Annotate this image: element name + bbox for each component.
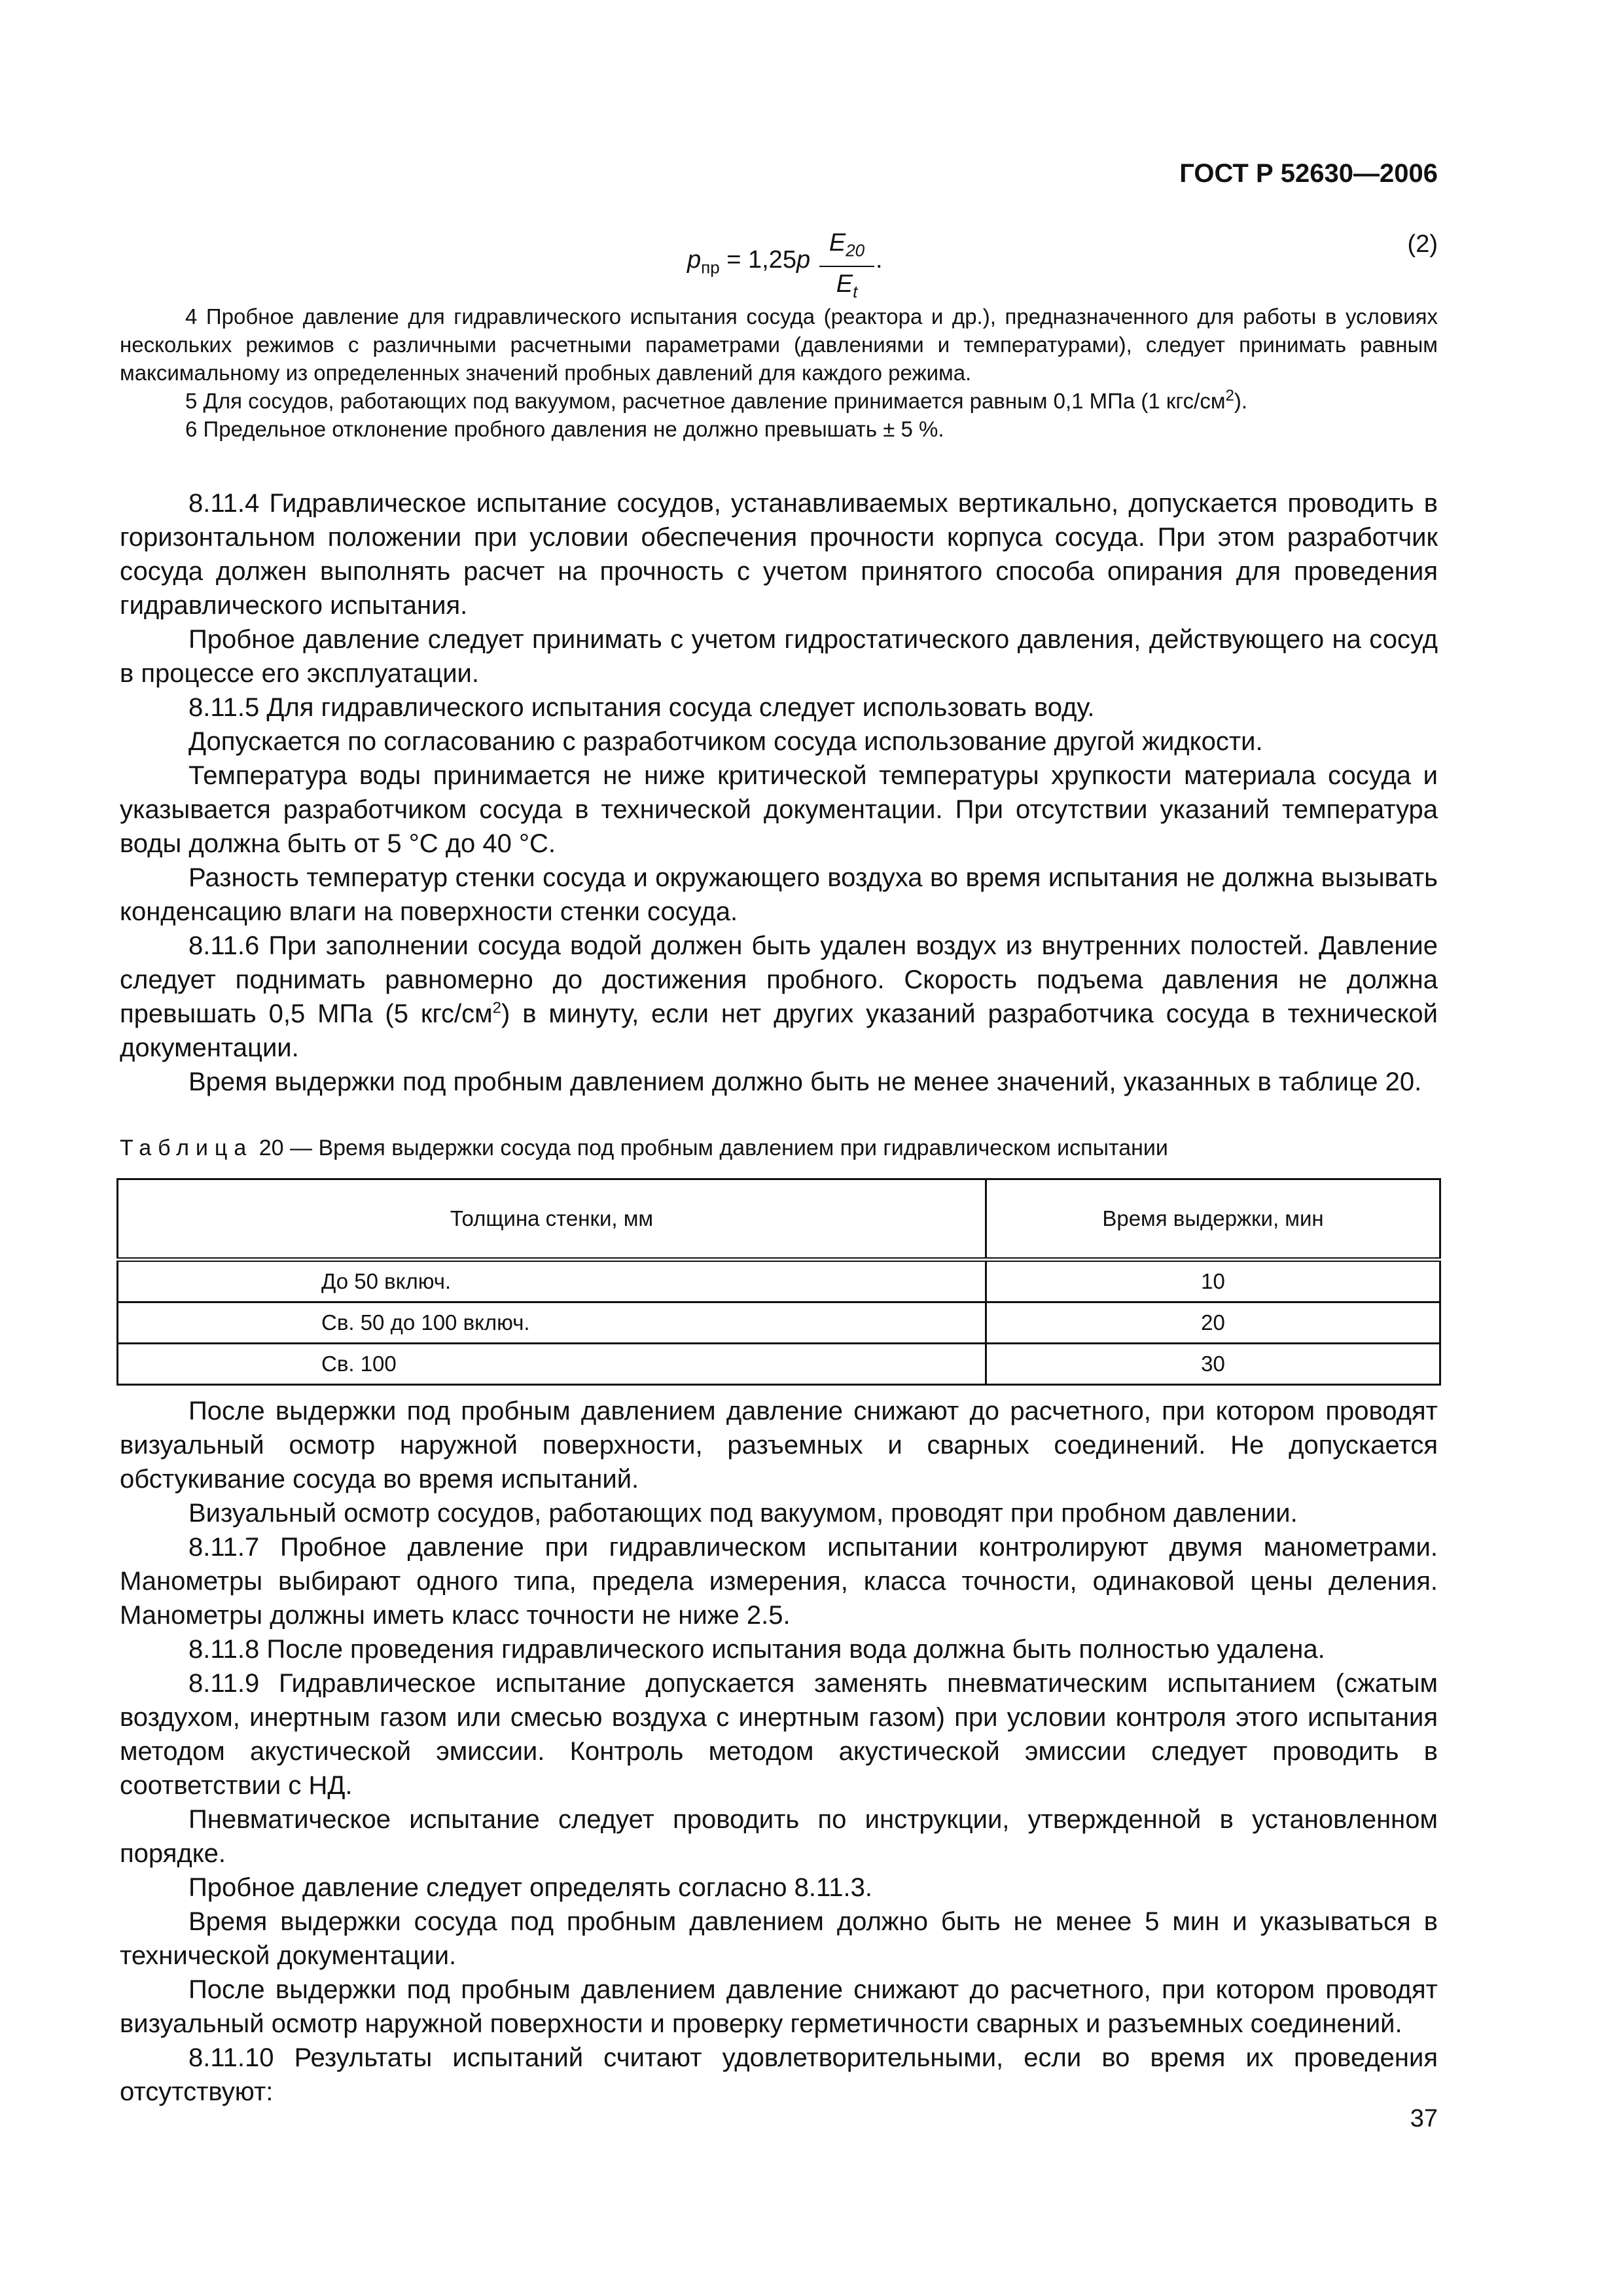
notes-block (120, 302, 1438, 443)
table-cell: 30 (986, 1344, 1440, 1385)
note-4: 4 Пробное давление для гидравлического испытания сосуда (реактора и др.), предназначенного для работы в условиях нескольких режимов с различными расчетными параметрами (давлениями и температурами), следует принимать равным максимальному из определенных значений пробных давлений для каждого режима. (120, 304, 1438, 385)
paragraph: Пробное давление следует принимать с учетом гидростатического давления, действующего на сосуд в процессе его эксплуатации. (120, 625, 1438, 688)
formula-number: (2) (1407, 230, 1438, 258)
table-header-cell: Время выдержки, мин (986, 1179, 1440, 1260)
body-text-1 (120, 486, 1438, 1099)
table-row (118, 1344, 1440, 1385)
page-number: 37 (1410, 2105, 1438, 2132)
table-20 (116, 1178, 1441, 1386)
table-cell: 10 (986, 1260, 1440, 1302)
table-header-cell: Толщина стенки, мм (118, 1179, 986, 1260)
paragraph: Время выдержки сосуда под пробным давлением должно быть не менее 5 мин и указываться в технической документации. (120, 1907, 1438, 1970)
table-row (118, 1260, 1440, 1302)
paragraph: Визуальный осмотр сосудов, работающих под вакуумом, проводят при пробном давлении. (188, 1499, 1298, 1528)
paragraph: 8.11.7 Пробное давление при гидравлическом испытании контролируют двумя манометрами. Манометры выбирают одного типа, предела измерения, класса точности, одинаковой цены деления. Манометры должны иметь класс точности не ниже 2.5. (120, 1533, 1438, 1630)
paragraph: 8.11.10 Результаты испытаний считают удовлетворительными, если во время их проведения отсутствуют: (120, 2043, 1438, 2106)
paragraph: 8.11.9 Гидравлическое испытание допускается заменять пневматическим испытанием (сжатым воздухом, инертным газом или смесью воздуха с инертным газом) при условии контроля этого испытания методом акустической эмиссии. Контроль методом акустической эмиссии следует проводить в соответствии с НД. (120, 1669, 1438, 1800)
formula-2: $p_{пр} = 1,25p$ $\frac{E_{20}}{E_t}$ . (687, 228, 962, 300)
formula-lhs: $p_{пр} = 1,25p$ (687, 246, 811, 278)
table-cell: Св. 50 до 100 включ. (118, 1302, 986, 1344)
paragraph: Разность температур стенки сосуда и окружающего воздуха во время испытания не должна вызывать конденсацию влаги на поверхности стенки сосуда. (120, 863, 1438, 926)
paragraph: Время выдержки под пробным давлением должно быть не менее значений, указанных в таблице 20. (188, 1067, 1422, 1096)
body-text-2 (120, 1394, 1438, 2109)
paragraph: 8.11.8 После проведения гидравлического испытания вода должна быть полностью удалена. (188, 1635, 1325, 1664)
table-cell: 20 (986, 1302, 1440, 1344)
paragraph: После выдержки под пробным давлением давление снижают до расчетного, при котором проводят визуальный осмотр наружной поверхности, разъемных и сварных соединений. Не допускается обстукивание сосуда во время испытаний. (120, 1397, 1438, 1494)
note-6: 6 Предельное отклонение пробного давления не должно превышать ± 5 %. (185, 417, 944, 441)
table-cell: До 50 включ. (118, 1260, 986, 1302)
paragraph: 8.11.5 Для гидравлического испытания сосуда следует использовать воду. (188, 693, 1095, 722)
standard-header: ГОСТ Р 52630—2006 (1179, 159, 1438, 188)
paragraph: Пробное давление следует определять согласно 8.11.3. (188, 1873, 872, 1902)
paragraph: 8.11.6 При заполнении сосуда водой должен быть удален воздух из внутренних полостей. Давление следует поднимать равномерно до достижения пробного. Скорость подъема давления не должна превышать 0,5 МПа (5 кгс/$см^2$) в минуту, если нет других указаний разработчика сосуда в технической документации. (120, 931, 1438, 1062)
table-header-row (118, 1179, 1440, 1260)
paragraph: Температура воды принимается не ниже критической температуры хрупкости материала сосуда и указывается разработчиком сосуда в технической документации. При отсутствии указаний температура воды должна быть от 5 °С до 40 °С. (120, 761, 1438, 858)
note-5: 5 Для сосудов, работающих под вакуумом, расчетное давление принимается равным 0,1 МПа (1 кгс/$см^2$). (185, 387, 1248, 413)
formula-fraction: $\frac{E_{20}}{E_t}$ (819, 228, 874, 308)
table-cell: Св. 100 (118, 1344, 986, 1385)
paragraph: После выдержки под пробным давлением давление снижают до расчетного, при котором проводят визуальный осмотр наружной поверхности и проверку герметичности сварных и разъемных соединений. (120, 1975, 1438, 2038)
paragraph: Допускается по согласованию с разработчиком сосуда использование другой жидкости. (188, 727, 1263, 756)
table-row (118, 1302, 1440, 1344)
paragraph: 8.11.4 Гидравлическое испытание сосудов, устанавливаемых вертикально, допускается проводить в горизонтальном положении при условии обеспечения прочности корпуса сосуда. При этом разработчик сосуда должен выполнять расчет на прочность с учетом принятого способа опирания для проведения гидравлического испытания. (120, 489, 1438, 620)
table-caption: Таблица 20 — Время выдержки сосуда под пробным давлением при гидравлическом испытании (120, 1136, 1168, 1160)
paragraph: Пневматическое испытание следует проводить по инструкции, утвержденной в установленном порядке. (120, 1805, 1438, 1868)
